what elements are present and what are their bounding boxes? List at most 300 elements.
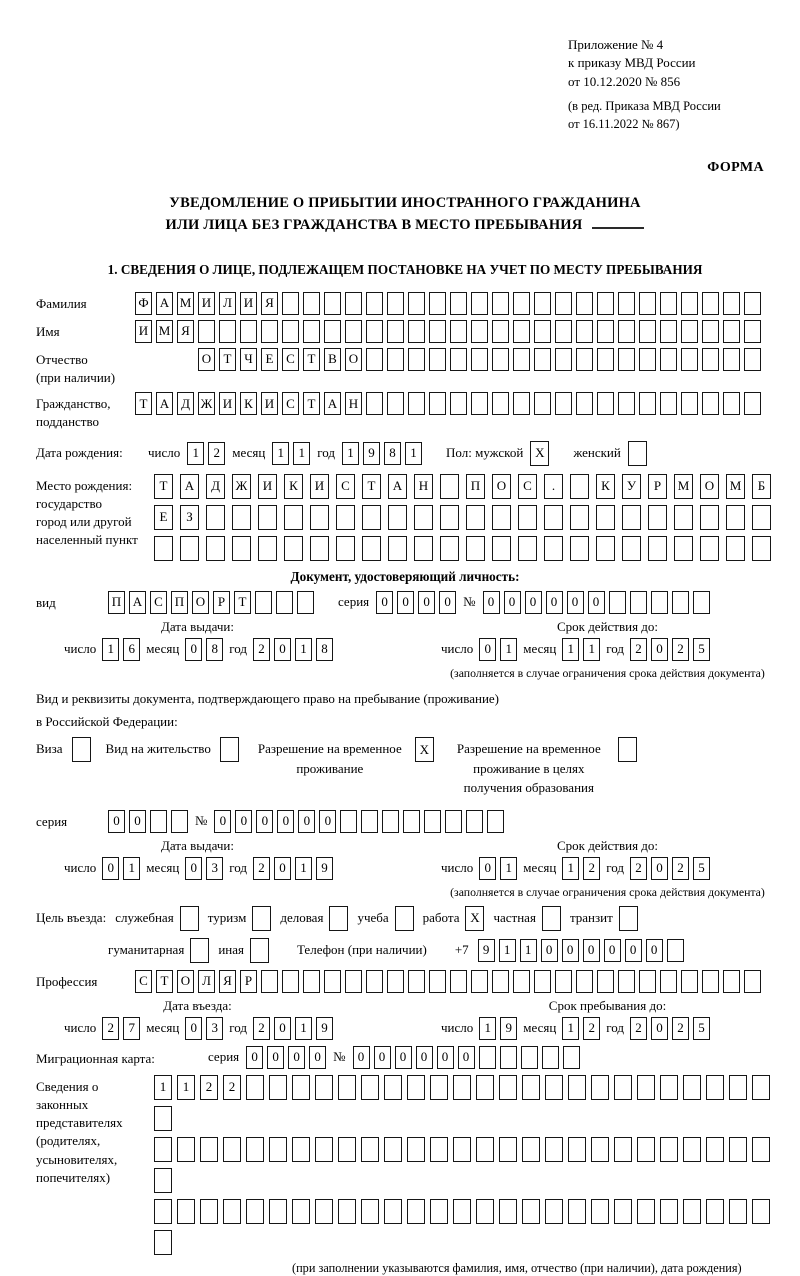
char-cell[interactable]: 0 [395,1046,412,1069]
char-cell[interactable] [324,292,341,315]
char-cell[interactable] [639,392,656,415]
char-cell[interactable] [518,505,537,530]
char-cell[interactable] [487,810,504,833]
char-cell[interactable] [258,536,277,561]
char-cell[interactable] [702,348,719,371]
char-cell[interactable]: Б [752,474,771,499]
char-cell[interactable] [513,292,530,315]
char-cell[interactable]: А [388,474,407,499]
char-cell[interactable]: 1 [295,638,312,661]
char-cell[interactable]: 0 [483,591,500,614]
char-cell[interactable] [596,505,615,530]
char-cell[interactable] [414,505,433,530]
char-cell[interactable] [744,392,761,415]
char-cell[interactable]: И [310,474,329,499]
char-cell[interactable]: 0 [646,939,663,962]
char-cell[interactable] [362,505,381,530]
char-cell[interactable] [752,536,771,561]
char-cell[interactable] [261,970,278,993]
char-cell[interactable]: 0 [604,939,621,962]
char-cell[interactable] [706,1075,724,1100]
char-cell[interactable] [500,1046,517,1069]
char-cell[interactable] [240,320,257,343]
char-cell[interactable] [408,970,425,993]
char-cell[interactable]: 1 [500,638,517,661]
char-cell[interactable]: 7 [123,1017,140,1040]
char-cell[interactable]: 0 [651,638,668,661]
char-cell[interactable] [706,1137,724,1162]
char-cell[interactable] [492,970,509,993]
char-cell[interactable]: 3 [206,857,223,880]
char-cell[interactable]: 2 [253,638,270,661]
char-cell[interactable]: 1 [562,1017,579,1040]
char-cell[interactable] [384,1137,402,1162]
char-cell[interactable] [534,392,551,415]
char-cell[interactable]: 1 [405,442,422,465]
char-cell[interactable] [618,292,635,315]
char-cell[interactable] [693,591,710,614]
char-cell[interactable]: Д [206,474,225,499]
char-cell[interactable]: 0 [267,1046,284,1069]
char-cell[interactable] [597,292,614,315]
char-cell[interactable]: 1 [123,857,140,880]
char-cell[interactable] [315,1199,333,1224]
char-cell[interactable] [723,292,740,315]
char-cell[interactable] [336,536,355,561]
char-cell[interactable]: Ч [240,348,257,371]
char-cell[interactable]: 0 [625,939,642,962]
char-cell[interactable]: 0 [274,857,291,880]
char-cell[interactable]: Т [154,474,173,499]
char-cell[interactable]: С [150,591,167,614]
char-cell[interactable] [570,536,589,561]
char-cell[interactable]: У [622,474,641,499]
char-cell[interactable] [681,292,698,315]
char-cell[interactable]: 0 [583,939,600,962]
char-cell[interactable]: Ж [198,392,215,415]
char-cell[interactable] [200,1199,218,1224]
char-cell[interactable]: 1 [500,857,517,880]
char-cell[interactable] [660,1137,678,1162]
char-cell[interactable]: 1 [562,857,579,880]
char-cell[interactable] [450,320,467,343]
char-cell[interactable] [177,1137,195,1162]
char-cell[interactable] [597,392,614,415]
char-cell[interactable] [622,536,641,561]
char-cell[interactable] [667,939,684,962]
char-cell[interactable] [282,970,299,993]
char-cell[interactable] [723,320,740,343]
char-cell[interactable]: 0 [437,1046,454,1069]
char-cell[interactable]: 0 [504,591,521,614]
char-cell[interactable] [597,970,614,993]
char-cell[interactable] [338,1075,356,1100]
char-cell[interactable] [492,505,511,530]
char-cell[interactable] [284,505,303,530]
char-cell[interactable] [252,906,271,931]
char-cell[interactable] [450,348,467,371]
char-cell[interactable]: 5 [693,1017,710,1040]
char-cell[interactable] [220,737,239,762]
char-cell[interactable]: 1 [342,442,359,465]
char-cell[interactable] [723,970,740,993]
char-cell[interactable]: 0 [319,810,336,833]
char-cell[interactable] [453,1075,471,1100]
char-cell[interactable] [261,320,278,343]
char-cell[interactable]: 2 [672,1017,689,1040]
char-cell[interactable] [429,970,446,993]
char-cell[interactable]: И [135,320,152,343]
char-cell[interactable]: Т [156,970,173,993]
char-cell[interactable]: Л [198,970,215,993]
char-cell[interactable] [639,970,656,993]
char-cell[interactable] [700,536,719,561]
char-cell[interactable] [706,1199,724,1224]
char-cell[interactable] [403,810,420,833]
char-cell[interactable]: 1 [154,1075,172,1100]
char-cell[interactable] [618,348,635,371]
char-cell[interactable] [628,441,647,466]
char-cell[interactable] [384,1199,402,1224]
char-cell[interactable] [555,392,572,415]
char-cell[interactable] [180,906,199,931]
char-cell[interactable] [407,1199,425,1224]
char-cell[interactable]: 0 [288,1046,305,1069]
char-cell[interactable]: 0 [525,591,542,614]
char-cell[interactable]: 0 [246,1046,263,1069]
char-cell[interactable] [648,536,667,561]
char-cell[interactable]: П [171,591,188,614]
char-cell[interactable]: 0 [651,857,668,880]
char-cell[interactable]: О [177,970,194,993]
char-cell[interactable] [618,392,635,415]
char-cell[interactable]: 6 [123,638,140,661]
char-cell[interactable] [591,1199,609,1224]
char-cell[interactable]: О [192,591,209,614]
char-cell[interactable]: Ф [135,292,152,315]
char-cell[interactable]: 0 [651,1017,668,1040]
char-cell[interactable] [466,505,485,530]
char-cell[interactable]: 1 [562,638,579,661]
char-cell[interactable] [681,392,698,415]
char-cell[interactable]: О [700,474,719,499]
char-cell[interactable]: 8 [316,638,333,661]
char-cell[interactable] [269,1137,287,1162]
char-cell[interactable]: 0 [277,810,294,833]
char-cell[interactable] [723,392,740,415]
char-cell[interactable]: 0 [214,810,231,833]
char-cell[interactable]: X [530,441,549,466]
char-cell[interactable] [450,292,467,315]
char-cell[interactable]: И [261,392,278,415]
char-cell[interactable] [366,348,383,371]
char-cell[interactable] [555,970,572,993]
char-cell[interactable] [534,320,551,343]
char-cell[interactable] [544,505,563,530]
char-cell[interactable]: Я [177,320,194,343]
char-cell[interactable] [660,292,677,315]
char-cell[interactable] [744,292,761,315]
char-cell[interactable] [408,292,425,315]
char-cell[interactable] [246,1199,264,1224]
char-cell[interactable]: О [345,348,362,371]
char-cell[interactable] [639,292,656,315]
char-cell[interactable] [609,591,626,614]
char-cell[interactable]: 0 [397,591,414,614]
char-cell[interactable] [545,1075,563,1100]
char-cell[interactable]: 1 [272,442,289,465]
char-cell[interactable] [450,970,467,993]
char-cell[interactable] [471,348,488,371]
char-cell[interactable]: И [258,474,277,499]
char-cell[interactable]: 9 [500,1017,517,1040]
char-cell[interactable]: К [240,392,257,415]
char-cell[interactable] [200,1137,218,1162]
char-cell[interactable]: С [282,392,299,415]
char-cell[interactable] [576,970,593,993]
char-cell[interactable] [154,1168,172,1193]
char-cell[interactable] [639,320,656,343]
char-cell[interactable] [387,348,404,371]
char-cell[interactable]: 9 [316,857,333,880]
char-cell[interactable] [618,970,635,993]
char-cell[interactable] [407,1137,425,1162]
char-cell[interactable] [726,505,745,530]
char-cell[interactable]: Л [219,292,236,315]
char-cell[interactable] [453,1199,471,1224]
char-cell[interactable]: 0 [108,810,125,833]
char-cell[interactable] [269,1199,287,1224]
char-cell[interactable] [471,970,488,993]
char-cell[interactable] [366,970,383,993]
char-cell[interactable]: 2 [672,638,689,661]
char-cell[interactable] [303,292,320,315]
char-cell[interactable] [513,320,530,343]
char-cell[interactable] [683,1199,701,1224]
char-cell[interactable] [72,737,91,762]
char-cell[interactable]: Т [135,392,152,415]
char-cell[interactable] [542,1046,559,1069]
char-cell[interactable] [534,292,551,315]
char-cell[interactable]: 0 [416,1046,433,1069]
char-cell[interactable] [361,1137,379,1162]
char-cell[interactable] [366,320,383,343]
char-cell[interactable]: М [177,292,194,315]
char-cell[interactable] [387,970,404,993]
char-cell[interactable] [440,474,459,499]
char-cell[interactable] [614,1075,632,1100]
char-cell[interactable] [492,536,511,561]
char-cell[interactable] [303,970,320,993]
char-cell[interactable]: 8 [206,638,223,661]
char-cell[interactable] [622,505,641,530]
char-cell[interactable] [408,320,425,343]
char-cell[interactable]: 0 [129,810,146,833]
char-cell[interactable] [282,292,299,315]
char-cell[interactable] [570,474,589,499]
char-cell[interactable] [744,320,761,343]
char-cell[interactable] [206,505,225,530]
char-cell[interactable] [752,1137,770,1162]
char-cell[interactable]: Т [362,474,381,499]
char-cell[interactable] [637,1075,655,1100]
char-cell[interactable] [729,1137,747,1162]
char-cell[interactable]: Р [240,970,257,993]
char-cell[interactable]: В [324,348,341,371]
char-cell[interactable] [723,348,740,371]
char-cell[interactable] [726,536,745,561]
char-cell[interactable] [542,906,561,931]
char-cell[interactable] [471,392,488,415]
char-cell[interactable] [408,392,425,415]
char-cell[interactable] [338,1137,356,1162]
char-cell[interactable] [729,1199,747,1224]
char-cell[interactable] [450,392,467,415]
char-cell[interactable]: 2 [200,1075,218,1100]
char-cell[interactable]: 0 [256,810,273,833]
char-cell[interactable] [429,348,446,371]
char-cell[interactable]: А [156,392,173,415]
char-cell[interactable]: Р [648,474,667,499]
char-cell[interactable] [388,536,407,561]
char-cell[interactable] [361,810,378,833]
char-cell[interactable] [453,1137,471,1162]
char-cell[interactable]: И [240,292,257,315]
char-cell[interactable] [476,1137,494,1162]
char-cell[interactable]: 0 [479,857,496,880]
char-cell[interactable] [180,536,199,561]
char-cell[interactable] [408,348,425,371]
char-cell[interactable]: Д [177,392,194,415]
char-cell[interactable] [499,1075,517,1100]
char-cell[interactable]: 2 [583,857,600,880]
char-cell[interactable]: Е [154,505,173,530]
char-cell[interactable] [639,348,656,371]
char-cell[interactable] [255,591,272,614]
char-cell[interactable] [660,392,677,415]
char-cell[interactable] [292,1075,310,1100]
char-cell[interactable]: 0 [376,591,393,614]
char-cell[interactable] [190,938,209,963]
char-cell[interactable] [219,320,236,343]
char-cell[interactable] [570,505,589,530]
char-cell[interactable] [445,810,462,833]
char-cell[interactable]: Е [261,348,278,371]
char-cell[interactable]: Т [303,348,320,371]
char-cell[interactable]: 2 [208,442,225,465]
char-cell[interactable] [336,505,355,530]
char-cell[interactable]: 2 [630,1017,647,1040]
char-cell[interactable]: 2 [253,1017,270,1040]
char-cell[interactable] [681,320,698,343]
char-cell[interactable] [466,536,485,561]
char-cell[interactable] [324,970,341,993]
char-cell[interactable] [292,1199,310,1224]
char-cell[interactable] [387,320,404,343]
char-cell[interactable]: Ж [232,474,251,499]
char-cell[interactable] [555,292,572,315]
char-cell[interactable] [387,392,404,415]
char-cell[interactable] [522,1075,540,1100]
char-cell[interactable]: 0 [562,939,579,962]
char-cell[interactable] [395,906,414,931]
char-cell[interactable] [576,348,593,371]
char-cell[interactable] [568,1075,586,1100]
char-cell[interactable] [232,505,251,530]
char-cell[interactable] [297,591,314,614]
char-cell[interactable] [258,505,277,530]
char-cell[interactable] [250,938,269,963]
char-cell[interactable]: 1 [479,1017,496,1040]
char-cell[interactable] [521,1046,538,1069]
char-cell[interactable] [752,1199,770,1224]
char-cell[interactable] [429,292,446,315]
char-cell[interactable] [597,320,614,343]
char-cell[interactable] [681,348,698,371]
char-cell[interactable] [476,1199,494,1224]
char-cell[interactable] [492,320,509,343]
char-cell[interactable] [429,392,446,415]
char-cell[interactable] [674,536,693,561]
char-cell[interactable] [591,1075,609,1100]
char-cell[interactable]: 1 [520,939,537,962]
char-cell[interactable] [276,591,293,614]
char-cell[interactable] [479,1046,496,1069]
char-cell[interactable] [568,1199,586,1224]
char-cell[interactable] [499,1199,517,1224]
char-cell[interactable]: 5 [693,857,710,880]
char-cell[interactable]: 0 [418,591,435,614]
char-cell[interactable]: 1 [295,857,312,880]
char-cell[interactable] [618,320,635,343]
char-cell[interactable] [246,1137,264,1162]
char-cell[interactable]: 1 [187,442,204,465]
char-cell[interactable] [177,1199,195,1224]
char-cell[interactable] [440,505,459,530]
char-cell[interactable]: 9 [478,939,495,962]
char-cell[interactable]: С [336,474,355,499]
char-cell[interactable] [752,1075,770,1100]
char-cell[interactable] [232,536,251,561]
char-cell[interactable] [388,505,407,530]
char-cell[interactable] [292,1137,310,1162]
char-cell[interactable]: 0 [274,1017,291,1040]
char-cell[interactable] [171,810,188,833]
char-cell[interactable]: 1 [177,1075,195,1100]
char-cell[interactable]: 8 [384,442,401,465]
char-cell[interactable]: 2 [102,1017,119,1040]
char-cell[interactable] [361,1075,379,1100]
char-cell[interactable] [630,591,647,614]
char-cell[interactable]: 0 [353,1046,370,1069]
char-cell[interactable] [284,536,303,561]
char-cell[interactable] [744,348,761,371]
char-cell[interactable] [492,392,509,415]
char-cell[interactable]: 2 [583,1017,600,1040]
char-cell[interactable] [361,1199,379,1224]
char-cell[interactable] [672,591,689,614]
char-cell[interactable] [282,320,299,343]
char-cell[interactable] [154,1230,172,1255]
char-cell[interactable]: О [198,348,215,371]
char-cell[interactable] [340,810,357,833]
char-cell[interactable]: А [156,292,173,315]
char-cell[interactable]: И [219,392,236,415]
char-cell[interactable] [522,1199,540,1224]
char-cell[interactable] [499,1137,517,1162]
char-cell[interactable]: X [415,737,434,762]
char-cell[interactable]: 1 [583,638,600,661]
